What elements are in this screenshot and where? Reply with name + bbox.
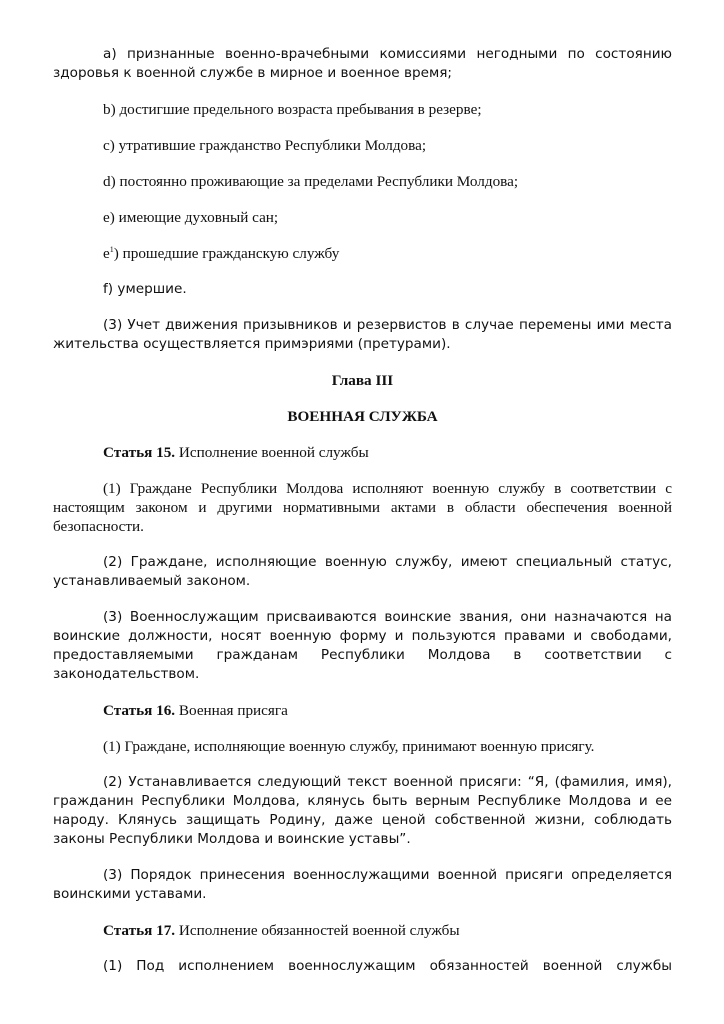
item-e1-sup: 1 [109,245,114,254]
item-b: b) достигшие предельного возраста пребывания в резерве; [103,101,482,118]
item-e: e) имеющие духовный сан; [103,209,279,226]
item-e1-prefix: e [103,245,110,262]
item-f: f) умершие. [103,281,187,297]
chapter-title: ВОЕННАЯ СЛУЖБА [287,408,438,425]
article-16-heading [53,701,672,720]
article-15-title: Исполнение военной службы [178,444,369,461]
article-17-title: Исполнение обязанностей военной службы [178,922,460,939]
document-page [53,45,672,976]
article-16-label: Статья 16. [103,702,176,719]
article-17-label: Статья 17. [103,922,176,939]
article-16-title: Военная присяга [178,702,288,719]
article-15-heading [53,443,672,462]
item-c: c) утратившие гражданство Республики Молдова; [103,137,427,154]
article-15-p3: (3) Военнослужащим присваиваются воинские звания, они назначаются на воинские должности, носят военную форму и пользуются правами и свободами, предоставляемыми гражданам Республики Молдова в соответствии с законодательством. [53,609,672,682]
article-15-p2: (2) Граждане, исполняющие военную службу, имеют специальный статус, устанавливаемый законом. [53,554,672,589]
item-e1 [53,244,672,263]
paragraph-3: (3) Учет движения призывников и резервистов в случае перемены ими места жительства осуществляется примэриями (претурами). [53,317,672,352]
item-a: a) признанные военно-врачебными комиссиями негодными по состоянию здоровья к военной службе в мирное и военное время; [53,46,672,81]
chapter-number: Глава III [331,372,394,389]
article-15-label: Статья 15. [103,444,176,461]
item-e1-text: ) прошедшие гражданскую службу [113,245,340,262]
article-16-p3: (3) Порядок принесения военнослужащими военной присяги определяется воинскими уставами. [53,867,672,902]
article-17-p1: (1) Под исполнением военнослужащим обязанностей военной службы [103,958,672,974]
article-16-p2: (2) Устанавливается следующий текст военной присяги: “Я, (фамилия, имя), гражданин Республики Молдова, клянусь быть верным Республике Молдова и ее народу. Клянусь защищать Родину, даже ценой собственной жизни, соблюдать законы Республики Молдова и воинские уставы”. [53,774,672,847]
article-17-heading [53,921,672,940]
article-16-p1: (1) Граждане, исполняющие военную службу, принимают военную присягу. [103,738,595,755]
item-d: d) постоянно проживающие за пределами Республики Молдова; [103,173,519,190]
article-15-p1: (1) Граждане Республики Молдова исполняют военную службу в соответствии с настоящим законом и другими нормативными актами в области обеспечения военной безопасности. [53,480,672,535]
